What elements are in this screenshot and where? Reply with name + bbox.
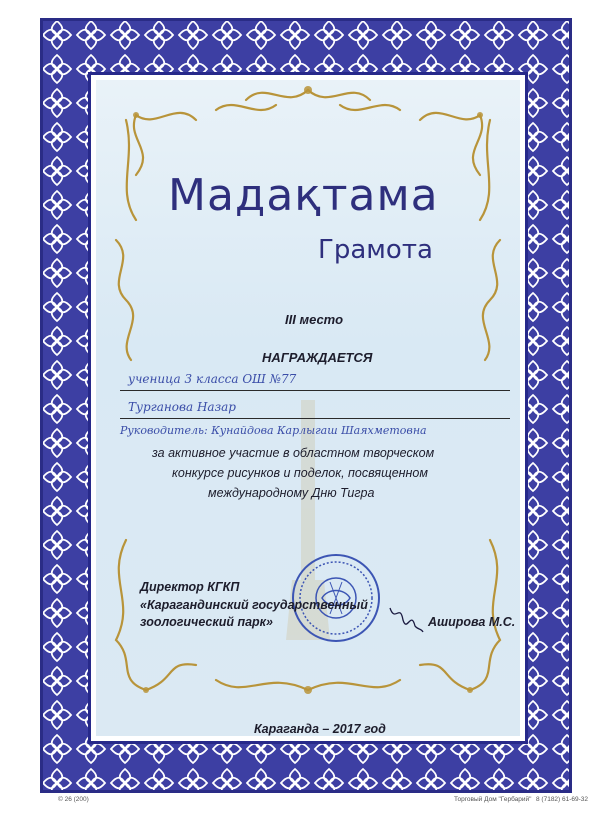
reason-line-3: международному Дню Тигра xyxy=(208,486,375,500)
director-title: Директор КГКП xyxy=(140,580,240,594)
handwritten-student-name: Турганова Назар xyxy=(128,400,236,414)
certificate-title-russian: Грамота xyxy=(318,235,433,265)
awarded-label: НАГРАЖДАЕТСЯ xyxy=(262,350,373,365)
signature xyxy=(385,598,425,638)
certificate-title-kazakh: Мадақтама xyxy=(168,170,439,221)
fill-line-1 xyxy=(120,390,510,391)
place-label: III место xyxy=(285,312,344,327)
footer-phone: 8 (7182) 61-69-32 xyxy=(536,796,589,803)
reason-line-1: за активное участие в областном творческом xyxy=(152,446,435,460)
footer-printer: Торговый Дом "Гербарий" xyxy=(454,796,532,803)
director-name: Аширова М.С. xyxy=(428,615,516,629)
footer-code: © 26 (200) xyxy=(58,796,89,803)
handwritten-teacher: Руководитель: Кунайдова Карлыгаш Шаяхметовна xyxy=(120,424,427,437)
handwritten-student-class: ученица 3 класса ОШ №77 xyxy=(128,372,297,386)
director-org-line-1: «Карагандинский государственный xyxy=(140,598,368,612)
fill-line-2 xyxy=(120,418,510,419)
director-org-line-2: зоологический парк» xyxy=(140,615,273,629)
reason-line-2: конкурсе рисунков и поделок, посвященном xyxy=(172,466,428,480)
city-year: Караганда – 2017 год xyxy=(254,722,386,736)
